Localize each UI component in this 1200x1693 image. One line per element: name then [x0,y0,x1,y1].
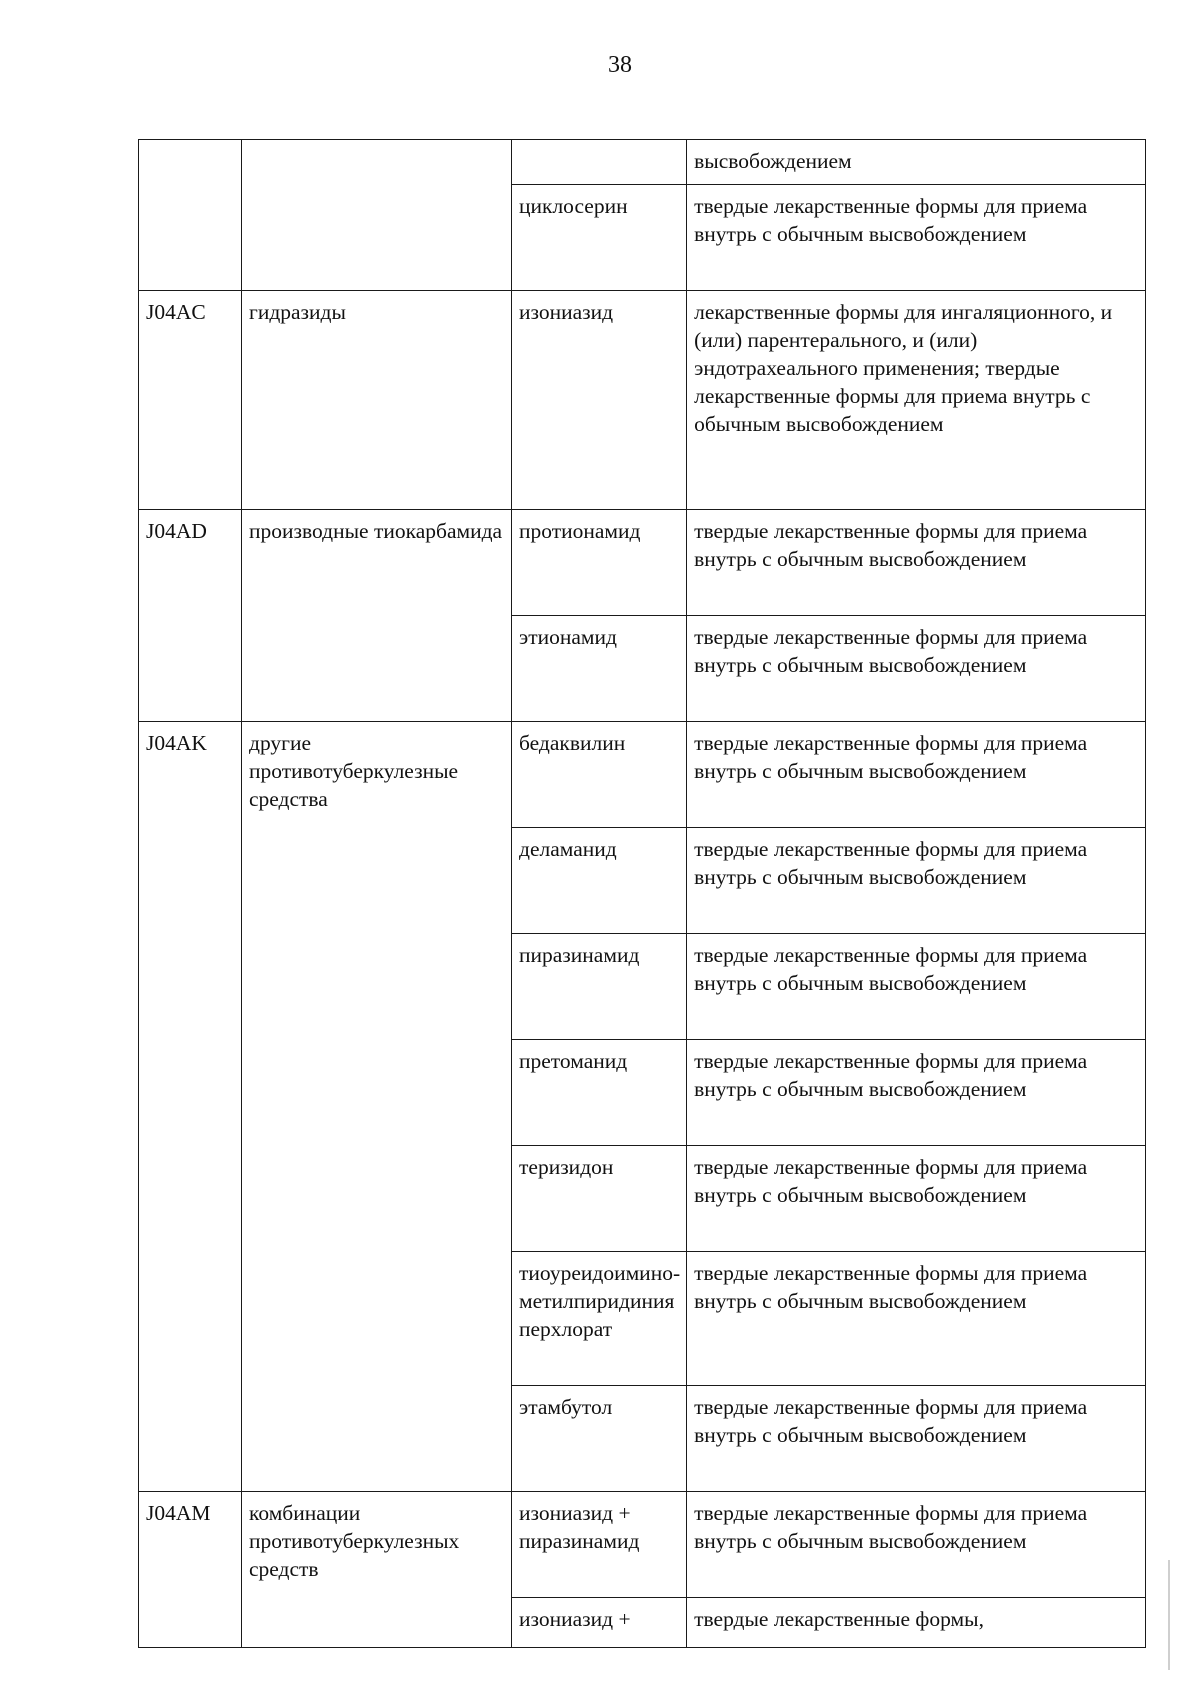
drug-name-cell [512,140,687,185]
group-name-cell [242,140,512,291]
atc-code-cell [139,140,242,291]
page-number: 38 [608,52,632,78]
drug-name-cell: теризидон [512,1146,687,1252]
table-row [139,510,1146,616]
drug-name-cell: изониазид [512,291,687,510]
dosage-form-cell: твердые лекарственные формы, [687,1598,1146,1648]
scan-edge-mark [1168,1560,1170,1670]
dosage-form-cell: твердые лекарственные формы для приема внутрь с обычным высвобождением [687,1386,1146,1492]
drug-name-cell: пиразинамид [512,934,687,1040]
drug-name-cell: изониазид + пиразинамид [512,1492,687,1598]
drug-name-cell: претоманид [512,1040,687,1146]
atc-code-cell: J04AK [139,722,242,1492]
dosage-form-cell: твердые лекарственные формы для приема внутрь с обычным высвобождением [687,185,1146,291]
drug-table [138,139,1146,1648]
group-name-cell: гидразиды [242,291,512,510]
dosage-form-cell: твердые лекарственные формы для приема внутрь с обычным высвобождением [687,722,1146,828]
dosage-form-cell: твердые лекарственные формы для приема внутрь с обычным высвобождением [687,510,1146,616]
dosage-form-cell: твердые лекарственные формы для приема внутрь с обычным высвобождением [687,1492,1146,1598]
dosage-form-cell: твердые лекарственные формы для приема внутрь с обычным высвобождением [687,828,1146,934]
table-row [139,722,1146,828]
atc-code-cell: J04AM [139,1492,242,1648]
table-row [139,140,1146,185]
dosage-form-cell: твердые лекарственные формы для приема внутрь с обычным высвобождением [687,1252,1146,1386]
dosage-form-cell: твердые лекарственные формы для приема внутрь с обычным высвобождением [687,1146,1146,1252]
drug-name-cell: циклосерин [512,185,687,291]
group-name-cell: комбинации противотуберкулезных средств [242,1492,512,1648]
drug-name-cell: протионамид [512,510,687,616]
table-row [139,291,1146,510]
atc-code-cell: J04AC [139,291,242,510]
drug-name-cell: деламанид [512,828,687,934]
dosage-form-cell: твердые лекарственные формы для приема внутрь с обычным высвобождением [687,616,1146,722]
dosage-form-cell: лекарственные формы для ингаляционного, и (или) парентерального, и (или) эндотрахеального применения; твердые лекарственные формы для приема внутрь с обычным высвобождением [687,291,1146,510]
atc-code-cell: J04AD [139,510,242,722]
drug-name-cell: тиоуреидоимино-метилпиридиния перхлорат [512,1252,687,1386]
drug-name-cell: изониазид + [512,1598,687,1648]
group-name-cell: другие противотуберкулезные средства [242,722,512,1492]
drug-name-cell: этамбутол [512,1386,687,1492]
drug-name-cell: этионамид [512,616,687,722]
table-row [139,1492,1146,1598]
dosage-form-cell: высвобождением [687,140,1146,185]
dosage-form-cell: твердые лекарственные формы для приема внутрь с обычным высвобождением [687,1040,1146,1146]
drug-name-cell: бедаквилин [512,722,687,828]
dosage-form-cell: твердые лекарственные формы для приема внутрь с обычным высвобождением [687,934,1146,1040]
group-name-cell: производные тиокарбамида [242,510,512,722]
